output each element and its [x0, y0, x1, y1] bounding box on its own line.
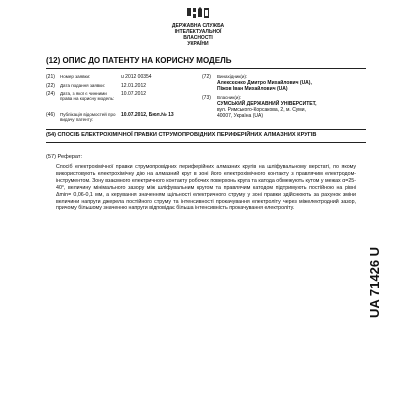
owner-address: 40007, Україна (UA) [217, 113, 263, 119]
invention-title-text: СПОСІБ ЕЛЕКТРОХІМІЧНОЇ ПРАВКИ СТРУМОПРОВІДНИХ ПЕРИФЕРІЙНИХ АЛМАЗНИХ КРУГІВ [57, 132, 317, 138]
field-code: (73) [202, 95, 211, 101]
abstract-heading-text: Реферат: [57, 154, 83, 160]
agency-line: ІНТЕЛЕКТУАЛЬНОЇ [174, 29, 222, 35]
field-value: u 2012 00354 [121, 74, 152, 80]
agency-line: ВЛАСНОСТІ [183, 35, 213, 41]
field-label: Винахідник(и): [217, 74, 248, 79]
field-label: Власник(и): [217, 95, 242, 100]
invention-code: (54) [46, 132, 56, 138]
agency-line: ДЕРЖАВНА СЛУЖБА [171, 23, 225, 29]
owner-address: вул. Римського-Корсакова, 2, м. Суми, [217, 107, 306, 113]
field-code: (21) [46, 74, 55, 80]
field-code: (24) [46, 91, 55, 97]
divider [46, 142, 366, 143]
field-code: (46) [46, 112, 55, 118]
bibliographic-data [46, 71, 366, 127]
abstract-code: (57) [46, 154, 56, 160]
document-title [46, 56, 231, 65]
inventor-name: Алексєєнко Дмитро Михайлович (UA), [217, 80, 312, 86]
field-label: Публікація відомостей про видачу патенту: [60, 112, 116, 122]
abstract-heading [46, 154, 82, 160]
field-label: Дата подання заявки: [60, 83, 105, 88]
abstract-text: Спосіб електрохімічної правки струмопровідних периферійних алмазних кругів на шліфувальному верстаті, по якому використовують електрохімічну дію на алмазний круг в зоні його електрохімічного контакту з правлячим електродом-інструментом. Зону взаємного електричного контакту робочих поверхонь круга та катода обмежують кутом у межах α=25-40°, величину мінімального зазору між шліфувальним кругом та правлячим катодом підтримують постійною на рівні Δmin= 0,06-0,1 мм, а керування значенням щільності електричного струму у зоні правки здійснюють за рахунок зміни величини напруги джерела постійного струму та інтенсивності прокачування електроліту через міжелектродний зазор, причому більшому значенню напруги відповідає більша інтенсивність прокачування електроліту. [56, 164, 356, 212]
invention-title [46, 132, 316, 138]
agency-name [150, 23, 246, 47]
inventor-name: Піжов Іван Михайлович (UA) [217, 86, 288, 92]
side-patent-number [363, 200, 393, 320]
field-code: (22) [46, 83, 55, 89]
document-code: (12) [46, 56, 61, 65]
field-label: Номер заявки: [60, 74, 91, 79]
divider [46, 68, 366, 69]
side-patent-number-text: UA 71426 U [367, 246, 382, 318]
field-label: Дата, з якої є чинними права на корисну модель: [60, 91, 115, 101]
field-value: 12.01.2012 [121, 83, 147, 89]
owner-name: СУМСЬКИЙ ДЕРЖАВНИЙ УНІВЕРСИТЕТ, [217, 101, 317, 107]
field-value: 10.07.2012 [121, 91, 147, 97]
field-code: (72) [202, 74, 211, 80]
agency-line: УКРАЇНИ [187, 41, 209, 47]
state-emblem-icon [183, 6, 213, 20]
document-title-text: ОПИС ДО ПАТЕНТУ НА КОРИСНУ МОДЕЛЬ [62, 56, 232, 65]
divider [46, 129, 366, 130]
field-value: 10.07.2012, Бюл.№ 13 [121, 112, 174, 118]
